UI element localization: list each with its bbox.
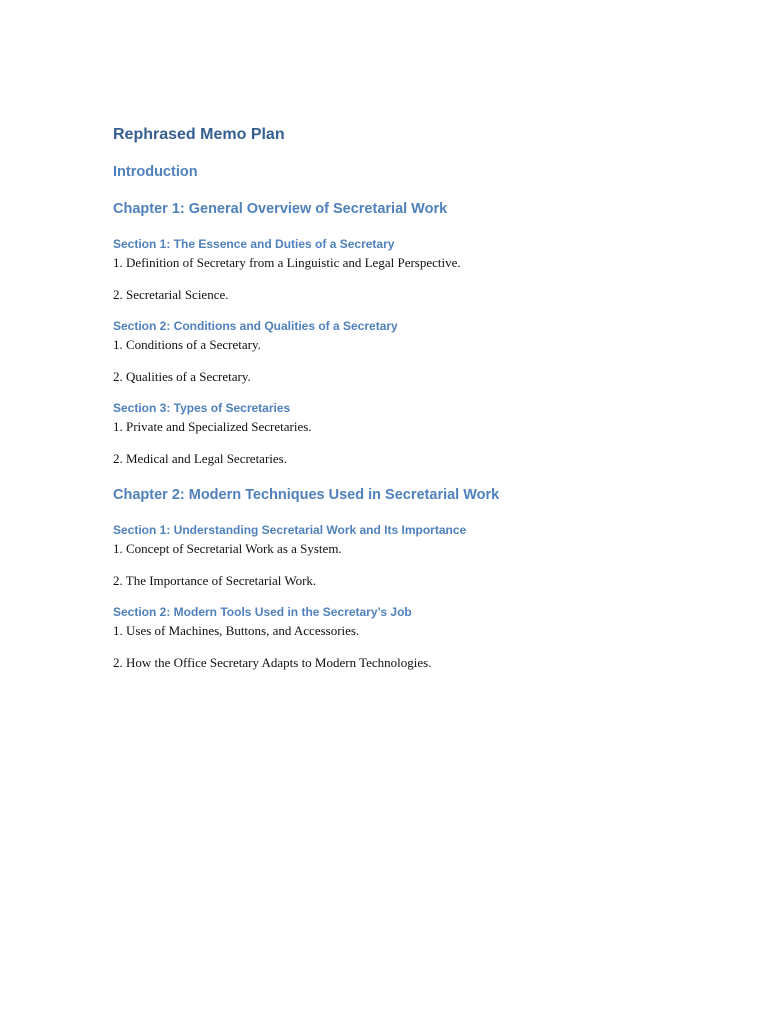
chapter-2-section-1 [113, 522, 713, 590]
list-item: 1. Private and Specialized Secretaries. [113, 419, 312, 434]
chapter-1-section-2 [113, 318, 713, 386]
introduction-heading: Introduction [113, 164, 198, 180]
section-heading: Section 1: Understanding Secretarial Work and Its Importance [113, 523, 467, 537]
list-item: 1. Definition of Secretary from a Linguistic and Legal Perspective. [113, 255, 461, 270]
section-heading: Section 3: Types of Secretaries [113, 401, 291, 415]
chapter-1-heading: Chapter 1: General Overview of Secretarial Work [113, 201, 448, 217]
list-item: 2. Secretarial Science. [113, 287, 229, 302]
list-item: 1. Uses of Machines, Buttons, and Accessories. [113, 623, 360, 638]
list-item: 2. Qualities of a Secretary. [113, 369, 251, 384]
list-item: 2. How the Office Secretary Adapts to Modern Technologies. [113, 655, 432, 670]
chapter-2-section-2 [113, 604, 713, 672]
list-item: 2. The Importance of Secretarial Work. [113, 573, 317, 588]
list-item: 1. Conditions of a Secretary. [113, 337, 261, 352]
document-title: Rephrased Memo Plan [113, 126, 285, 143]
chapter-1-section-3 [113, 400, 713, 468]
section-heading: Section 1: The Essence and Duties of a Secretary [113, 237, 395, 251]
section-heading: Section 2: Conditions and Qualities of a Secretary [113, 319, 398, 333]
document-page [113, 124, 713, 672]
section-heading: Section 2: Modern Tools Used in the Secretary’s Job [113, 605, 412, 619]
chapter-2-heading: Chapter 2: Modern Techniques Used in Secretarial Work [113, 487, 500, 503]
list-item: 2. Medical and Legal Secretaries. [113, 451, 287, 466]
chapter-1-section-1 [113, 236, 713, 304]
list-item: 1. Concept of Secretarial Work as a System. [113, 541, 342, 556]
